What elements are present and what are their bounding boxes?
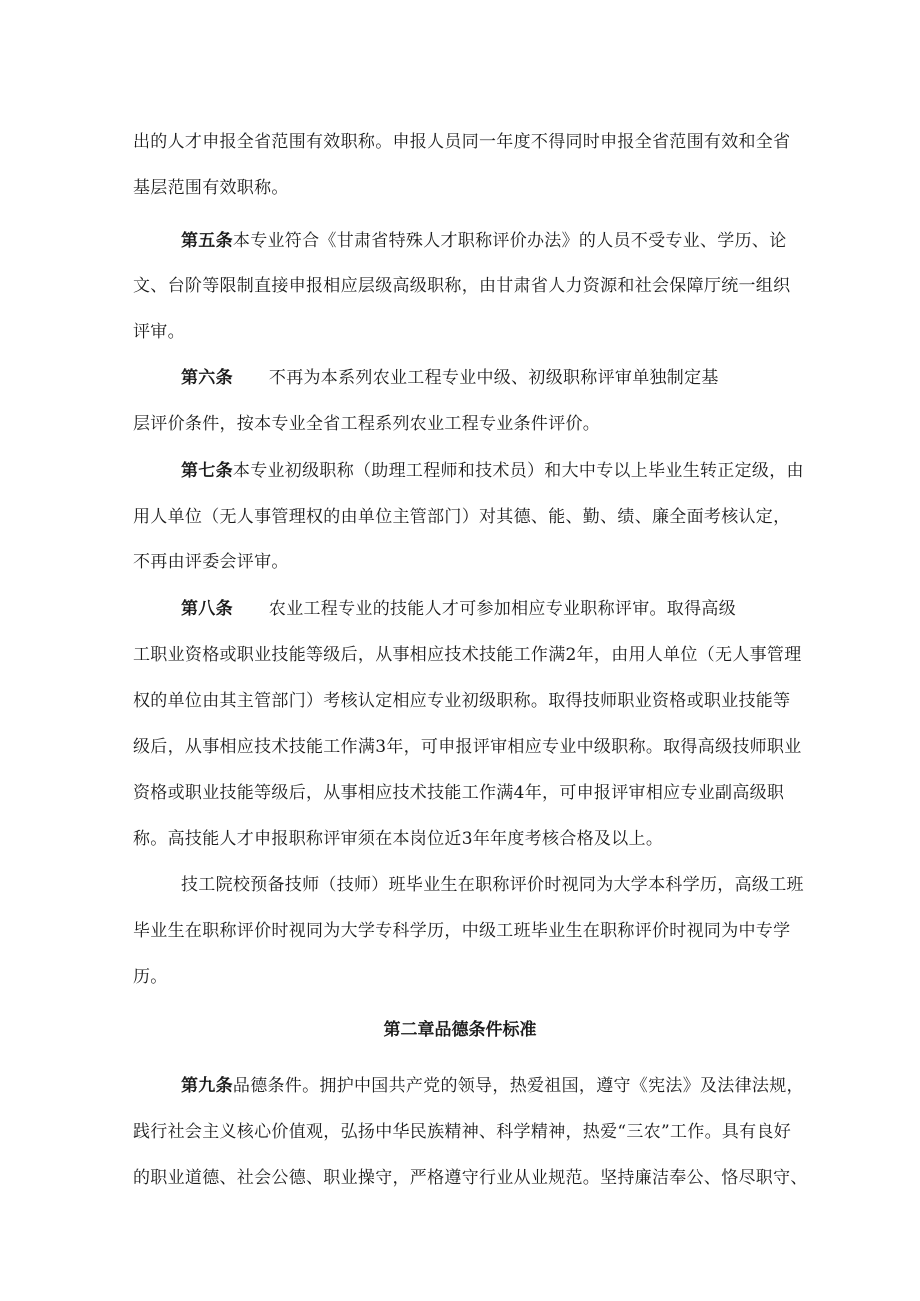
paragraph-line: 工职业资格或职业技能等级后，从事相应技术技能工作满2年，由用人单位（无人事管理 <box>133 645 802 665</box>
paragraph-line: 资格或职业技能等级后，从事相应技术技能工作满4年，可申报评审相应专业副高级职 <box>133 783 785 803</box>
chapter-heading: 第二章品德条件标准 <box>383 1020 537 1040</box>
paragraph-line: 的职业道德、社会公德、职业操守，严格遵守行业从业规范。坚持廉洁奉公、恪尽职守、 <box>133 1168 808 1188</box>
paragraph-line: 基层范围有效职称。 <box>133 178 289 198</box>
article-7-label: 第七条 <box>181 461 233 481</box>
paragraph-line: 不再由评委会评审。 <box>133 552 289 572</box>
article-8-first-line <box>181 597 736 621</box>
paragraph-line: 级后，从事相应技术技能工作满3年，可申报评审相应专业中级职称。取得高级技师职业 <box>133 737 802 757</box>
paragraph-line: 毕业生在职称评价时视同为大学专科学历，中级工班毕业生在职称评价时视同为中专学 <box>133 921 791 941</box>
paragraph-line: 用人单位（无人事管理权的由单位主管部门）对其德、能、勤、绩、廉全面考核认定， <box>133 507 791 527</box>
article-6-label: 第六条 <box>181 368 233 388</box>
article-6-first-line <box>181 366 719 390</box>
paragraph-line: 技工院校预备技师（技师）班毕业生在职称评价时视同为大学本科学历，高级工班 <box>181 875 804 895</box>
article-6-text: 不再为本系列农业工程专业中级、初级职称评审单独制定基 <box>268 368 719 388</box>
article-8-label: 第八条 <box>181 599 233 619</box>
paragraph-line: 出的人才申报全省范围有效职称。申报人员同一年度不得同时申报全省范围有效和全省 <box>133 132 791 152</box>
article-5-label: 第五条 <box>181 231 233 251</box>
article-9-first-line <box>181 1074 804 1098</box>
article-8-text: 农业工程专业的技能人才可参加相应专业职称评审。取得高级 <box>268 599 737 619</box>
paragraph-line: 文、台阶等限制直接申报相应层级高级职称，由甘肃省人力资源和社会保障厅统一组织 <box>133 276 791 296</box>
paragraph-line: 层评价条件，按本专业全省工程系列农业工程专业条件评价。 <box>133 414 601 434</box>
article-5-first-line <box>181 229 787 253</box>
article-5-text: 本专业符合《甘肃省特殊人才职称评价办法》的人员不受专业、学历、论 <box>232 231 787 251</box>
paragraph-line: 称。高技能人才申报职称评审须在本岗位近3年年度考核合格及以上。 <box>133 829 664 849</box>
paragraph-line: 践行社会主义核心价值观，弘扬中华民族精神、科学精神，热爱“三农”工作。具有良好 <box>133 1122 792 1142</box>
paragraph-line: 评审。 <box>133 322 185 342</box>
article-7-text: 本专业初级职称（助理工程师和技术员）和大中专以上毕业生转正定级，由 <box>232 461 804 481</box>
article-9-label: 第九条 <box>181 1076 233 1096</box>
paragraph-line: 历。 <box>133 967 168 987</box>
paragraph-line: 权的单位由其主管部门）考核认定相应专业初级职称。取得技师职业资格或职业技能等 <box>133 691 791 711</box>
article-7-first-line <box>181 459 804 483</box>
article-9-text: 品德条件。拥护中国共产党的领导，热爱祖国，遵守《宪法》及法律法规， <box>232 1076 804 1096</box>
